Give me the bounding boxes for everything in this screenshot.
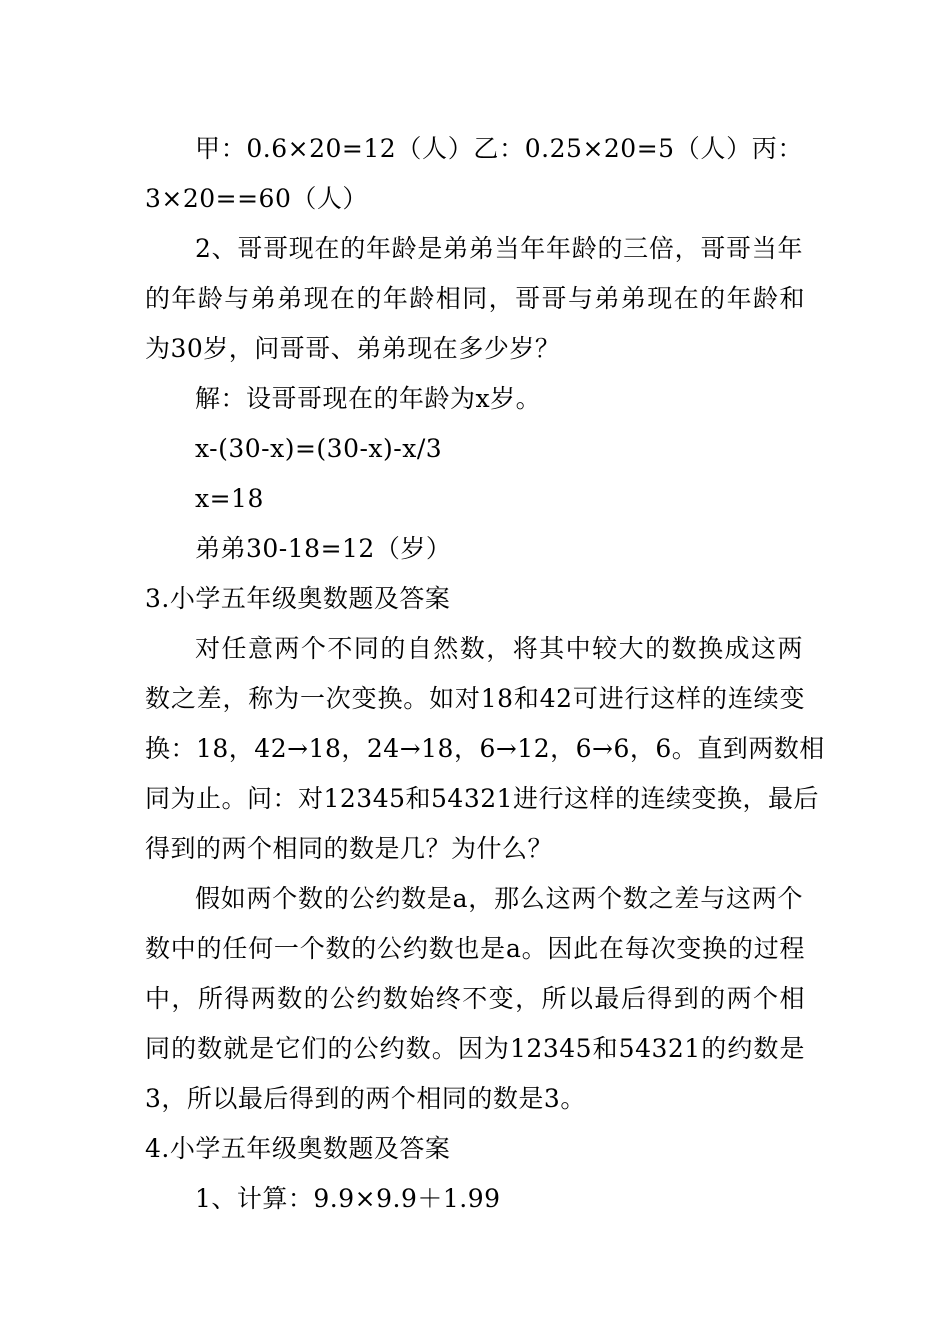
section-heading-3: 3.小学五年级奥数题及答案	[145, 584, 451, 613]
problem-2-line-3: 为30岁，问哥哥、弟弟现在多少岁？	[145, 334, 561, 363]
answer-line-2: 3×20==60（人）	[145, 184, 368, 213]
section-heading-4: 4.小学五年级奥数题及答案	[145, 1134, 451, 1163]
problem-3-line-4: 同为止。问：对12345和54321进行这样的连续变换，最后	[145, 784, 820, 813]
problem-3-line-3: 换：18，42→18，24→18，6→12，6→6，6。直到两数相	[145, 734, 825, 763]
answer-line-1: 甲：0.6×20=12（人）乙：0.25×20=5（人）丙：	[195, 134, 803, 163]
answer-3-line-2: 数中的任何一个数的公约数也是a。因此在每次变换的过程	[145, 934, 805, 963]
problem-3-line-5: 得到的两个相同的数是几？为什么？	[145, 834, 554, 863]
answer-3-line-4: 同的数就是它们的公约数。因为12345和54321的约数是	[145, 1034, 805, 1063]
problem-3-line-2: 数之差，称为一次变换。如对18和42可进行这样的连续变	[145, 684, 805, 713]
equation-line: x-(30-x)=(30-x)-x/3	[195, 434, 443, 463]
answer-3-line-5: 3，所以最后得到的两个相同的数是3。	[145, 1084, 586, 1113]
problem-2-line-2: 的年龄与弟弟现在的年龄相同，哥哥与弟弟现在的年龄和	[145, 284, 805, 313]
problem-4-line-1: 1、计算：9.9×9.9＋1.99	[195, 1184, 501, 1213]
problem-2-line-1: 2、哥哥现在的年龄是弟弟当年年龄的三倍，哥哥当年	[195, 234, 803, 263]
answer-3-line-1: 假如两个数的公约数是a，那么这两个数之差与这两个	[195, 884, 803, 913]
result-line: x=18	[195, 484, 264, 513]
solution-line-1: 解：设哥哥现在的年龄为x岁。	[195, 384, 542, 413]
answer-3-line-3: 中，所得两数的公约数始终不变，所以最后得到的两个相	[145, 984, 805, 1013]
younger-brother-line: 弟弟30-18=12（岁）	[195, 534, 452, 563]
problem-3-line-1: 对任意两个不同的自然数，将其中较大的数换成这两	[195, 634, 803, 663]
